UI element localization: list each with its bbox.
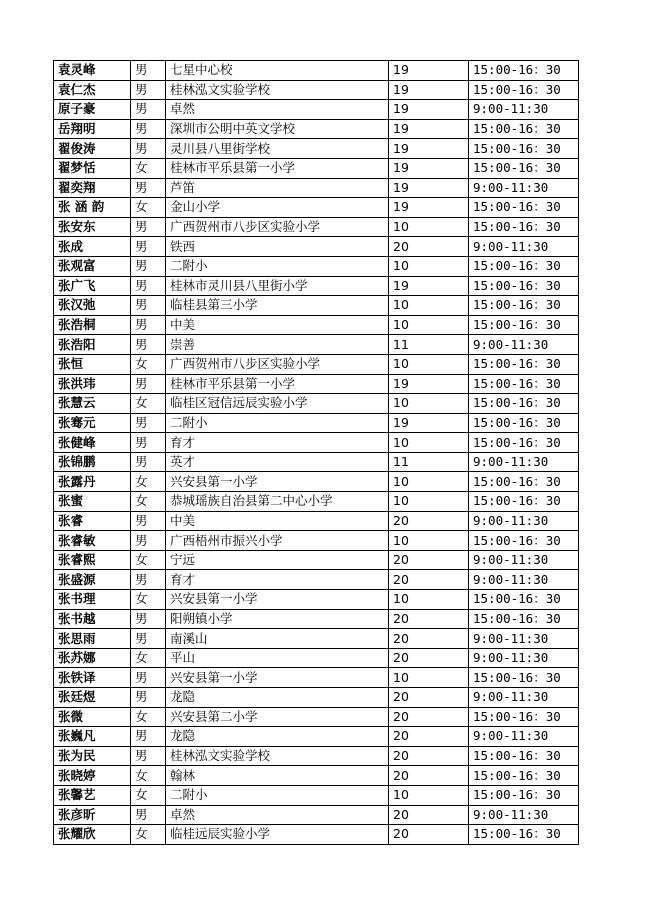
name-cell: 岳翔明: [54, 119, 131, 139]
time-slot-cell: 9:00-11:30: [469, 237, 579, 257]
gender-cell: 男: [131, 433, 166, 453]
table-row: [54, 629, 579, 649]
name-cell: 原子豪: [54, 100, 131, 120]
school-cell: 桂林市平乐县第一小学: [166, 158, 389, 178]
gender-cell: 男: [131, 237, 166, 257]
gender-cell: 男: [131, 746, 166, 766]
table-row: [54, 570, 579, 590]
grade-cell: 10: [389, 394, 469, 414]
gender-cell: 男: [131, 805, 166, 825]
name-cell: 张洪玮: [54, 374, 131, 394]
school-cell: 兴安县第一小学: [166, 472, 389, 492]
school-cell: 龙隐: [166, 688, 389, 708]
grade-cell: 10: [389, 785, 469, 805]
table-row: [54, 374, 579, 394]
grade-cell: 19: [389, 119, 469, 139]
time-slot-cell: 15:00-16：30: [469, 492, 579, 512]
name-cell: 张晓婷: [54, 766, 131, 786]
school-cell: 二附小: [166, 413, 389, 433]
gender-cell: 男: [131, 531, 166, 551]
gender-cell: 女: [131, 825, 166, 845]
grade-cell: 19: [389, 413, 469, 433]
name-cell: 翟奕翔: [54, 178, 131, 198]
table-row: [54, 413, 579, 433]
gender-cell: 男: [131, 119, 166, 139]
gender-cell: 男: [131, 276, 166, 296]
name-cell: 张成: [54, 237, 131, 257]
gender-cell: 男: [131, 374, 166, 394]
name-cell: 张睿熙: [54, 550, 131, 570]
grade-cell: 19: [389, 61, 469, 81]
time-slot-cell: 9:00-11:30: [469, 178, 579, 198]
grade-cell: 20: [389, 746, 469, 766]
grade-cell: 19: [389, 374, 469, 394]
gender-cell: 男: [131, 335, 166, 355]
time-slot-cell: 15:00-16：30: [469, 707, 579, 727]
table-row: [54, 315, 579, 335]
name-cell: 张汉弛: [54, 296, 131, 316]
name-cell: 张微: [54, 707, 131, 727]
grade-cell: 20: [389, 805, 469, 825]
name-cell: 袁灵峰: [54, 61, 131, 81]
table-row: [54, 825, 579, 845]
school-cell: 深圳市公明中英文学校: [166, 119, 389, 139]
grade-cell: 20: [389, 688, 469, 708]
time-slot-cell: 9:00-11:30: [469, 100, 579, 120]
name-cell: 张广飞: [54, 276, 131, 296]
table-row: [54, 766, 579, 786]
table-row: [54, 433, 579, 453]
school-cell: 广西梧州市振兴小学: [166, 531, 389, 551]
school-cell: 阳朔镇小学: [166, 609, 389, 629]
school-cell: 芦笛: [166, 178, 389, 198]
grade-cell: 20: [389, 727, 469, 747]
name-cell: 翟梦恬: [54, 158, 131, 178]
grade-cell: 19: [389, 198, 469, 218]
grade-cell: 10: [389, 433, 469, 453]
table-row: [54, 550, 579, 570]
time-slot-cell: 15:00-16：30: [469, 825, 579, 845]
time-slot-cell: 15:00-16：30: [469, 80, 579, 100]
time-slot-cell: 15:00-16：30: [469, 785, 579, 805]
gender-cell: 男: [131, 100, 166, 120]
table-row: [54, 707, 579, 727]
name-cell: 张睿敏: [54, 531, 131, 551]
table-row: [54, 119, 579, 139]
school-cell: 金山小学: [166, 198, 389, 218]
school-cell: 中美: [166, 511, 389, 531]
gender-cell: 女: [131, 785, 166, 805]
time-slot-cell: 15:00-16：30: [469, 198, 579, 218]
gender-cell: 男: [131, 452, 166, 472]
time-slot-cell: 9:00-11:30: [469, 550, 579, 570]
gender-cell: 男: [131, 178, 166, 198]
time-slot-cell: 15:00-16：30: [469, 139, 579, 159]
grade-cell: 20: [389, 766, 469, 786]
grade-cell: 19: [389, 158, 469, 178]
gender-cell: 男: [131, 609, 166, 629]
table-row: [54, 472, 579, 492]
name-cell: 张彦昕: [54, 805, 131, 825]
grade-cell: 10: [389, 668, 469, 688]
grade-cell: 20: [389, 825, 469, 845]
time-slot-cell: 15:00-16：30: [469, 61, 579, 81]
grade-cell: 20: [389, 629, 469, 649]
table-row: [54, 217, 579, 237]
time-slot-cell: 15:00-16：30: [469, 413, 579, 433]
table-row: [54, 746, 579, 766]
gender-cell: 女: [131, 472, 166, 492]
grade-cell: 19: [389, 178, 469, 198]
grade-cell: 10: [389, 590, 469, 610]
grade-cell: 19: [389, 139, 469, 159]
time-slot-cell: 15:00-16：30: [469, 296, 579, 316]
name-cell: 张巍凡: [54, 727, 131, 747]
school-cell: 临桂远辰实验小学: [166, 825, 389, 845]
gender-cell: 男: [131, 413, 166, 433]
name-cell: 张骞元: [54, 413, 131, 433]
name-cell: 张观富: [54, 256, 131, 276]
grade-cell: 10: [389, 256, 469, 276]
gender-cell: 男: [131, 727, 166, 747]
time-slot-cell: 9:00-11:30: [469, 688, 579, 708]
gender-cell: 男: [131, 688, 166, 708]
table-row: [54, 590, 579, 610]
name-cell: 张浩桐: [54, 315, 131, 335]
time-slot-cell: 15:00-16：30: [469, 590, 579, 610]
table-row: [54, 178, 579, 198]
name-cell: 张铁译: [54, 668, 131, 688]
time-slot-cell: 15:00-16：30: [469, 158, 579, 178]
table-row: [54, 805, 579, 825]
name-cell: 张盛源: [54, 570, 131, 590]
gender-cell: 女: [131, 590, 166, 610]
grade-cell: 19: [389, 80, 469, 100]
time-slot-cell: 15:00-16：30: [469, 766, 579, 786]
grade-cell: 20: [389, 570, 469, 590]
school-cell: 七星中心校: [166, 61, 389, 81]
table-row: [54, 785, 579, 805]
school-cell: 桂林市平乐县第一小学: [166, 374, 389, 394]
school-cell: 兴安县第二小学: [166, 707, 389, 727]
name-cell: 张露丹: [54, 472, 131, 492]
school-cell: 广西贺州市八步区实验小学: [166, 217, 389, 237]
school-cell: 龙隐: [166, 727, 389, 747]
grade-cell: 10: [389, 315, 469, 335]
table-row: [54, 727, 579, 747]
gender-cell: 男: [131, 80, 166, 100]
gender-cell: 女: [131, 198, 166, 218]
time-slot-cell: 9:00-11:30: [469, 452, 579, 472]
school-cell: 桂林泓文实验学校: [166, 80, 389, 100]
gender-cell: 男: [131, 570, 166, 590]
name-cell: 张 涵 韵: [54, 198, 131, 218]
gender-cell: 男: [131, 217, 166, 237]
gender-cell: 男: [131, 315, 166, 335]
grade-cell: 10: [389, 472, 469, 492]
table-row: [54, 198, 579, 218]
school-cell: 广西贺州市八步区实验小学: [166, 354, 389, 374]
grade-cell: 10: [389, 296, 469, 316]
gender-cell: 女: [131, 766, 166, 786]
time-slot-cell: 15:00-16：30: [469, 609, 579, 629]
grade-cell: 10: [389, 492, 469, 512]
gender-cell: 男: [131, 256, 166, 276]
school-cell: 兴安县第一小学: [166, 668, 389, 688]
time-slot-cell: 15:00-16：30: [469, 276, 579, 296]
gender-cell: 男: [131, 61, 166, 81]
table-row: [54, 296, 579, 316]
school-cell: 桂林市灵川县八里街小学: [166, 276, 389, 296]
student-schedule-table: [53, 60, 579, 845]
time-slot-cell: 15:00-16：30: [469, 217, 579, 237]
name-cell: 张书理: [54, 590, 131, 610]
name-cell: 张廷煜: [54, 688, 131, 708]
time-slot-cell: 15:00-16：30: [469, 256, 579, 276]
gender-cell: 女: [131, 354, 166, 374]
name-cell: 张慧云: [54, 394, 131, 414]
name-cell: 张锦鹏: [54, 452, 131, 472]
school-cell: 临桂县第三小学: [166, 296, 389, 316]
gender-cell: 男: [131, 511, 166, 531]
grade-cell: 10: [389, 354, 469, 374]
grade-cell: 20: [389, 511, 469, 531]
grade-cell: 10: [389, 217, 469, 237]
school-cell: 卓然: [166, 100, 389, 120]
school-cell: 育才: [166, 433, 389, 453]
gender-cell: 女: [131, 394, 166, 414]
name-cell: 张恒: [54, 354, 131, 374]
school-cell: 育才: [166, 570, 389, 590]
school-cell: 崇善: [166, 335, 389, 355]
name-cell: 张耀欣: [54, 825, 131, 845]
time-slot-cell: 15:00-16：30: [469, 394, 579, 414]
gender-cell: 女: [131, 707, 166, 727]
gender-cell: 女: [131, 648, 166, 668]
time-slot-cell: 9:00-11:30: [469, 727, 579, 747]
school-cell: 平山: [166, 648, 389, 668]
time-slot-cell: 9:00-11:30: [469, 805, 579, 825]
time-slot-cell: 15:00-16：30: [469, 668, 579, 688]
name-cell: 张浩阳: [54, 335, 131, 355]
name-cell: 张书越: [54, 609, 131, 629]
table-row: [54, 688, 579, 708]
name-cell: 袁仁杰: [54, 80, 131, 100]
name-cell: 张苏娜: [54, 648, 131, 668]
table-row: [54, 354, 579, 374]
gender-cell: 男: [131, 296, 166, 316]
time-slot-cell: 15:00-16：30: [469, 119, 579, 139]
table-row: [54, 668, 579, 688]
name-cell: 张馨艺: [54, 785, 131, 805]
grade-cell: 19: [389, 276, 469, 296]
name-cell: 张为民: [54, 746, 131, 766]
time-slot-cell: 15:00-16：30: [469, 433, 579, 453]
gender-cell: 女: [131, 550, 166, 570]
table-row: [54, 139, 579, 159]
table-row: [54, 80, 579, 100]
school-cell: 翰林: [166, 766, 389, 786]
grade-cell: 20: [389, 707, 469, 727]
school-cell: 中美: [166, 315, 389, 335]
time-slot-cell: 9:00-11:30: [469, 335, 579, 355]
time-slot-cell: 15:00-16：30: [469, 374, 579, 394]
table-row: [54, 531, 579, 551]
school-cell: 临桂区冠信远辰实验小学: [166, 394, 389, 414]
time-slot-cell: 15:00-16：30: [469, 354, 579, 374]
table-body: [54, 61, 579, 845]
grade-cell: 10: [389, 531, 469, 551]
name-cell: 张健峰: [54, 433, 131, 453]
table-row: [54, 609, 579, 629]
table-row: [54, 276, 579, 296]
school-cell: 二附小: [166, 256, 389, 276]
school-cell: 二附小: [166, 785, 389, 805]
table-row: [54, 335, 579, 355]
time-slot-cell: 9:00-11:30: [469, 629, 579, 649]
school-cell: 卓然: [166, 805, 389, 825]
table-row: [54, 492, 579, 512]
school-cell: 灵川县八里街学校: [166, 139, 389, 159]
school-cell: 恭城瑶族自治县第二中心小学: [166, 492, 389, 512]
table-row: [54, 256, 579, 276]
time-slot-cell: 9:00-11:30: [469, 648, 579, 668]
table-row: [54, 100, 579, 120]
school-cell: 宁远: [166, 550, 389, 570]
grade-cell: 20: [389, 648, 469, 668]
grade-cell: 20: [389, 609, 469, 629]
grade-cell: 20: [389, 550, 469, 570]
school-cell: 英才: [166, 452, 389, 472]
time-slot-cell: 15:00-16：30: [469, 531, 579, 551]
name-cell: 张睿: [54, 511, 131, 531]
grade-cell: 11: [389, 335, 469, 355]
school-cell: 桂林泓文实验学校: [166, 746, 389, 766]
table-row: [54, 237, 579, 257]
gender-cell: 男: [131, 139, 166, 159]
table-row: [54, 158, 579, 178]
gender-cell: 男: [131, 629, 166, 649]
table-row: [54, 452, 579, 472]
school-cell: 铁西: [166, 237, 389, 257]
time-slot-cell: 15:00-16：30: [469, 472, 579, 492]
name-cell: 翟俊涛: [54, 139, 131, 159]
time-slot-cell: 9:00-11:30: [469, 570, 579, 590]
time-slot-cell: 15:00-16：30: [469, 315, 579, 335]
grade-cell: 20: [389, 237, 469, 257]
table-row: [54, 61, 579, 81]
grade-cell: 19: [389, 100, 469, 120]
time-slot-cell: 9:00-11:30: [469, 511, 579, 531]
gender-cell: 女: [131, 158, 166, 178]
school-cell: 南溪山: [166, 629, 389, 649]
table-row: [54, 394, 579, 414]
name-cell: 张蜜: [54, 492, 131, 512]
name-cell: 张思雨: [54, 629, 131, 649]
grade-cell: 11: [389, 452, 469, 472]
table-row: [54, 511, 579, 531]
school-cell: 兴安县第一小学: [166, 590, 389, 610]
gender-cell: 女: [131, 492, 166, 512]
gender-cell: 男: [131, 668, 166, 688]
table-row: [54, 648, 579, 668]
time-slot-cell: 15:00-16：30: [469, 746, 579, 766]
name-cell: 张安东: [54, 217, 131, 237]
